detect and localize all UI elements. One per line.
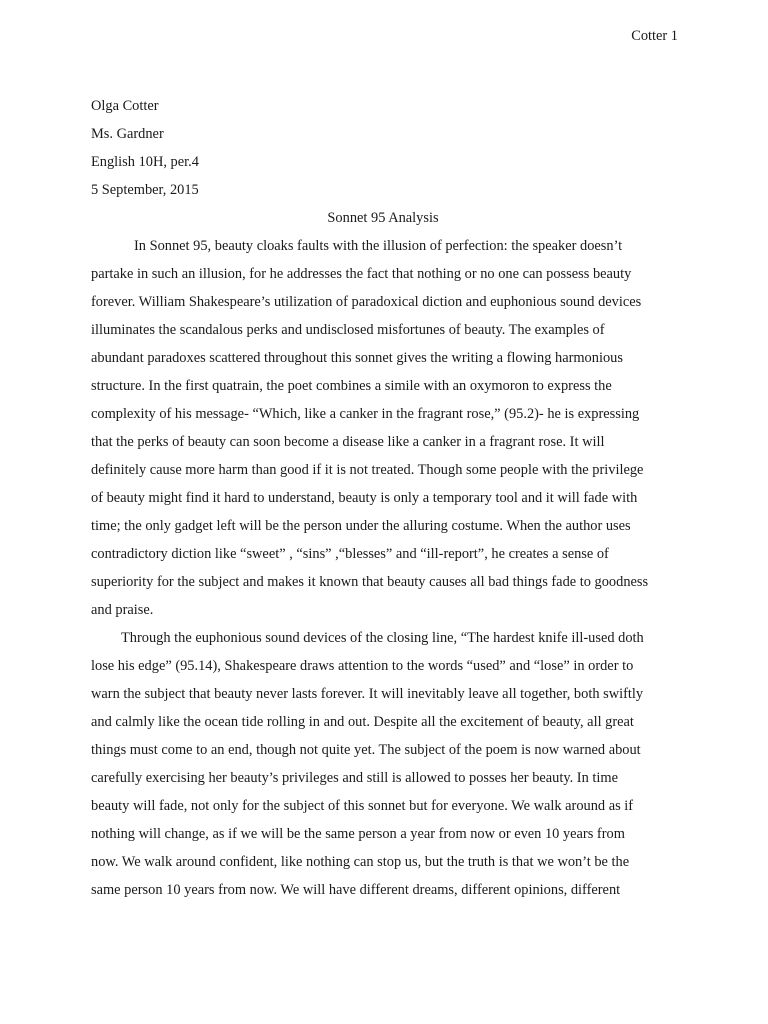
paragraph-line: structure. In the first quatrain, the poet combines a simile with an oxymoron to express the xyxy=(91,378,612,394)
essay-title: Sonnet 95 Analysis xyxy=(327,210,439,226)
paragraph-line: complexity of his message- “Which, like a canker in the fragrant rose,” (95.2)- he is expressing xyxy=(91,406,640,422)
course-info: English 10H, per.4 xyxy=(91,154,199,170)
paragraph-line: now. We walk around confident, like nothing can stop us, but the truth is that we won’t be the xyxy=(91,854,630,870)
paragraph-2 xyxy=(91,624,675,904)
paragraph-line: abundant paradoxes scattered throughout this sonnet gives the writing a flowing harmonious xyxy=(91,350,623,366)
paragraph-line: and calmly like the ocean tide rolling in and out. Despite all the excitement of beauty, all great xyxy=(91,714,634,730)
paragraph-line: definitely cause more harm than good if it is not treated. Though some people with the privilege xyxy=(91,462,644,478)
paragraph-line: In Sonnet 95, beauty cloaks faults with the illusion of perfection: the speaker doesn’t xyxy=(134,238,623,254)
running-header: Cotter 1 xyxy=(631,28,678,44)
teacher-name: Ms. Gardner xyxy=(91,126,164,142)
paragraph-line: Through the euphonious sound devices of the closing line, “The hardest knife ill-used doth xyxy=(121,630,644,646)
paragraph-line: illuminates the scandalous perks and undisclosed misfortunes of beauty. The examples of xyxy=(91,322,605,338)
paragraph-line: time; the only gadget left will be the person under the alluring costume. When the author uses xyxy=(91,518,631,534)
paragraph-line: contradictory diction like “sweet” , “sins” ,“blesses” and “ill-report”, he creates a sense of xyxy=(91,546,609,562)
date: 5 September, 2015 xyxy=(91,182,199,198)
paragraph-line: forever. William Shakespeare’s utilization of paradoxical diction and euphonious sound devices xyxy=(91,294,642,310)
paragraph-line: same person 10 years from now. We will have different dreams, different opinions, different xyxy=(91,882,621,898)
paragraph-line: nothing will change, as if we will be the same person a year from now or even 10 years from xyxy=(91,826,625,842)
student-name: Olga Cotter xyxy=(91,98,159,114)
paragraph-line: things must come to an end, though not quite yet. The subject of the poem is now warned about xyxy=(91,742,641,758)
paragraph-line: carefully exercising her beauty’s privileges and still is allowed to posses her beauty. In time xyxy=(91,770,618,786)
paragraph-line: of beauty might find it hard to understand, beauty is only a temporary tool and it will fade with xyxy=(91,490,638,506)
paragraph-line: warn the subject that beauty never lasts forever. It will inevitably leave all together, both swiftly xyxy=(91,686,644,702)
paragraph-line: superiority for the subject and makes it known that beauty causes all bad things fade to goodness xyxy=(91,574,649,590)
paragraph-1 xyxy=(91,232,675,624)
paragraph-line: and praise. xyxy=(91,602,154,618)
paragraph-line: partake in such an illusion, for he addresses the fact that nothing or no one can possess beauty xyxy=(91,266,632,282)
paragraph-line: lose his edge” (95.14), Shakespeare draws attention to the words “used” and “lose” in order to xyxy=(91,658,634,674)
paragraph-line: that the perks of beauty can soon become a disease like a canker in a fragrant rose. It will xyxy=(91,434,605,450)
document-body xyxy=(91,92,675,904)
paragraph-line: beauty will fade, not only for the subject of this sonnet but for everyone. We walk around as if xyxy=(91,798,634,814)
